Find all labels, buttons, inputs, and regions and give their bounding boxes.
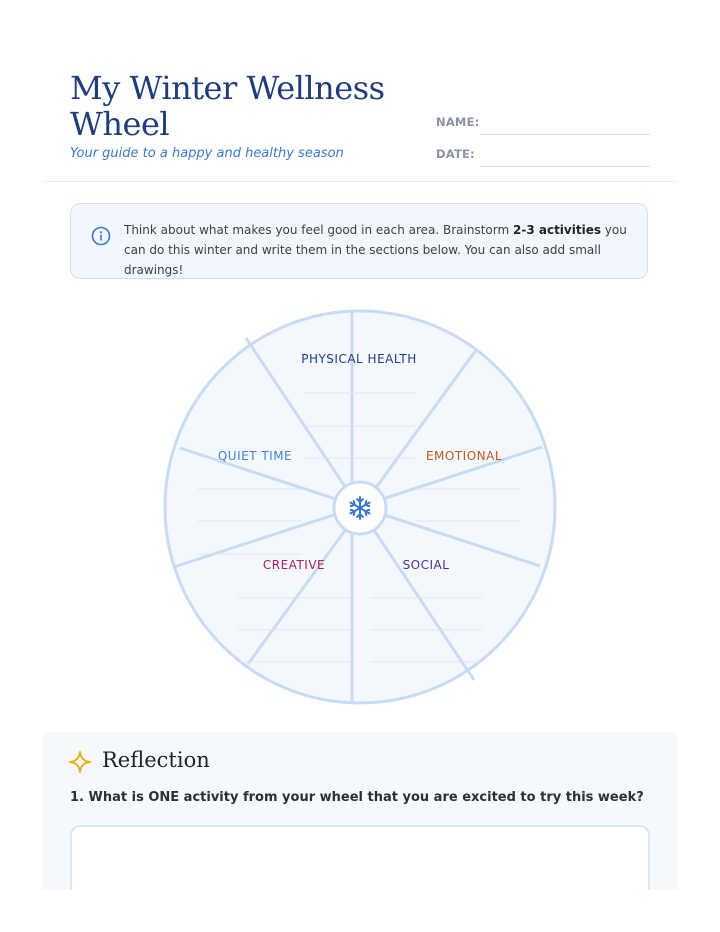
wellness-wheel [162, 308, 558, 706]
page-bottom-margin [0, 890, 720, 932]
section-label-physical-health: PHYSICAL HEALTH [301, 352, 417, 366]
reflection-question: 1. What is ONE activity from your wheel that you are excited to try this week? [70, 790, 644, 805]
title-line-1: My Winter Wellness [70, 69, 385, 107]
section-label-creative: CREATIVE [262, 558, 326, 572]
info-icon [91, 226, 111, 246]
instructions-text-part2: you can do this winter and write them in the sections below. You can also add small drawings! [124, 223, 627, 277]
page-title [70, 70, 385, 142]
name-input-line[interactable] [480, 134, 650, 135]
name-label: NAME: [436, 115, 480, 129]
section-label-emotional: EMOTIONAL [425, 449, 503, 463]
name-field[interactable] [436, 115, 650, 135]
instructions-highlight: 2-3 activities [513, 223, 601, 237]
instructions-box [70, 203, 648, 279]
date-field[interactable] [436, 147, 650, 167]
header-divider [42, 181, 678, 182]
instructions-text-part1: Think about what makes you feel good in each area. Brainstorm [124, 223, 513, 237]
section-label-quiet-time: QUIET TIME [217, 449, 293, 463]
title-line-2: Wheel [70, 105, 170, 143]
page-subtitle: Your guide to a happy and healthy season [70, 146, 344, 161]
reflection-title: Reflection [102, 748, 210, 772]
date-label: DATE: [436, 147, 475, 161]
sparkle-icon [68, 750, 92, 774]
instructions-text [124, 220, 629, 280]
date-input-line[interactable] [480, 166, 650, 167]
section-label-social: SOCIAL [402, 558, 450, 572]
